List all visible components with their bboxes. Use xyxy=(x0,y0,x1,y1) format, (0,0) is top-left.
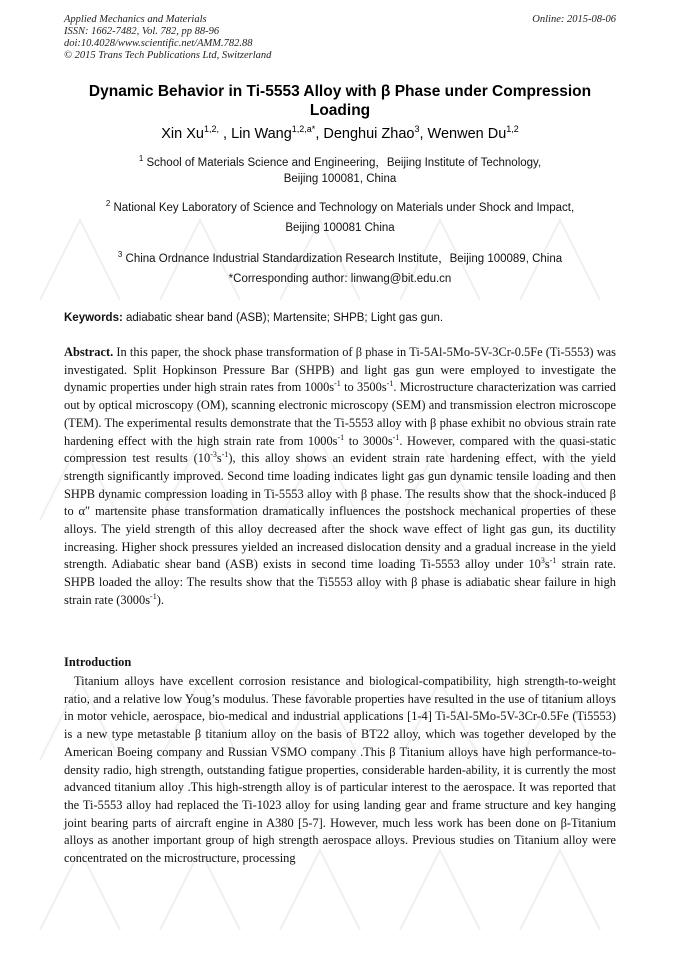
journal-name: Applied Mechanics and Materials xyxy=(64,14,207,25)
keywords-text: adiabatic shear band (ASB); Martensite; SHPB; Light gas gun. xyxy=(122,312,444,324)
introduction-heading: Introduction xyxy=(64,655,132,669)
abstract-text: . Microstructure characterization was carried out by optical microscopy (OM), scanning electronic microscopy (SEM) and transmission electron microscope (TEM). The experimental results demonstrate that the Ti-5553 alloy with β phase exhibit no obvious strain rate hardening effect with the high strain rate from 1000s xyxy=(64,380,617,448)
issn-line: ISSN: 1662-7482, Vol. 782, pp 88-96 xyxy=(64,26,220,37)
author-affiliation-mark: 1,2,a* xyxy=(291,124,316,134)
affiliation-2-city: Beijing 100081 China xyxy=(285,222,395,234)
keywords-label: Keywords: xyxy=(64,312,123,324)
superscript: 3 xyxy=(540,556,545,566)
abstract-text: s xyxy=(544,557,550,572)
author-name: Xin Xu xyxy=(161,125,204,142)
superscript: -1 xyxy=(549,556,557,566)
author-separator: , xyxy=(218,125,232,142)
author-name: Lin Wang xyxy=(231,125,292,142)
superscript: -1 xyxy=(337,432,345,442)
abstract-text: to 3500s xyxy=(340,380,387,395)
author-list xyxy=(64,124,616,142)
abstract-text: In this paper, the shock phase transformation of β phase in Ti-5Al-5Mo-5V-3Cr-0.5Fe (Ti-5553) was investigated. Split Hopkinson Pressure Bar (SHPB) and light gas gun were employed to investigate the dynamic properties under high strain rates from 1000s xyxy=(64,345,616,395)
copyright-line: © 2015 Trans Tech Publications Ltd, Switzerland xyxy=(64,50,272,61)
affiliation-text: China Ordnance Industrial Standardization Research Institute，Beijing 100089, China xyxy=(122,252,563,265)
affiliation-number: 1 xyxy=(138,154,144,163)
superscript: -1 xyxy=(221,450,229,460)
abstract-text: ), this alloy shows an evident strain rate hardening effect, with the yield strength significantly improved. Second time loading indicates light gas gun dynamic tensile loading and then SHPB dynamic compression loading in Ti-5553 alloy with β phase. The results show that the shock-induced β to α″ martensite phase transformation dramatically influences the postshock mechanical properties of these alloys. The yield strength of this alloy decreased after the shock wave effect of light gas gun, its ductility increasing. Higher shock pressures yielded an increased dislocation density and a gradual increase in the yield strength. Adiabatic shear band (ASB) exists in second time loading Ti-5553 alloy under 10 xyxy=(64,451,617,572)
author-separator: , xyxy=(315,125,324,142)
author-separator: , xyxy=(419,125,428,142)
abstract-label: Abstract. xyxy=(64,345,114,359)
affiliation-number: 3 xyxy=(117,250,123,259)
abstract-text: ). xyxy=(156,592,164,607)
superscript: -1 xyxy=(334,379,341,389)
abstract-paragraph xyxy=(64,344,616,610)
superscript: -1 xyxy=(150,591,157,601)
journal-header xyxy=(64,14,616,62)
abstract-text: strain rate. SHPB loaded the alloy: The results show that the Ti5553 alloy with β phase is adiabatic shear failure in high strain rate (3000s xyxy=(64,557,617,607)
affiliation-text: National Key Laboratory of Science and Technology on Materials under Shock and Impact, xyxy=(110,201,575,214)
affiliation-1 xyxy=(64,151,616,171)
author-affiliation-mark: 3 xyxy=(414,124,420,134)
keywords-line xyxy=(64,312,616,324)
author-affiliation-mark: 1,2, xyxy=(203,124,219,134)
author-name: Wenwen Du xyxy=(427,125,507,142)
online-date: Online: 2015-08-06 xyxy=(532,14,616,25)
abstract-text: to 3000s xyxy=(344,433,393,448)
affiliation-1-city: Beijing 100081, China xyxy=(283,173,397,185)
affiliation-number: 2 xyxy=(105,199,111,208)
paper-title: Dynamic Behavior in Ti-5553 Alloy with β Phase under Compression Loading xyxy=(88,83,592,119)
affiliation-text: School of Materials Science and Engineering，Beijing Institute of Technology, xyxy=(143,156,542,169)
superscript: -3 xyxy=(210,450,217,460)
superscript: -1 xyxy=(386,379,394,389)
abstract-text: s xyxy=(216,451,222,466)
introduction-paragraph: Titanium alloys have excellent corrosion resistance and biological-compatibility, high strength-to-weight ratio, and a relative low Youg’s modulus. These favorable properties have resulted in the use of titanium alloys in motor vehicle, aerospace, bio-medical and industrial applications [1-4] Ti-5Al-5Mo-5V-3Cr-0.5Fe (Ti5553) is a new type metastable β titanium alloy on the basis of BT22 alloy, which was together developed by the American Boeing company and Russian VSMO company .This β Titanium alloys have high performance-to-density radio, high strength, outstanding fatigue properties, considerable harden-ability, it is currently the most advanced titanium alloy .This high-strength alloy is of particular interest to the aerospace. It was reported that the Ti-5553 alloy had replaced the Ti-1023 alloy for using landing gear and frame structure and key hanging joint bearing parts of aircraft engine in A380 [5-7]. However, much less work has been done on β-Titanium alloys as another important group of high strength aerospace alloys. Previous studies on Titanium alloy were concentrated on the microstructure, processing xyxy=(64,674,616,866)
affiliation-3 xyxy=(64,247,616,267)
author-affiliation-mark: 1,2 xyxy=(506,124,519,134)
superscript: -1 xyxy=(392,432,400,442)
affiliation-2 xyxy=(64,196,616,216)
author-name: Denghui Zhao xyxy=(323,125,415,142)
corresponding-author: *Corresponding author: linwang@bit.edu.cn xyxy=(228,273,452,285)
abstract-text: . However, compared with the quasi-static compression test results (10 xyxy=(64,433,617,466)
doi-line: doi:10.4028/www.scientific.net/AMM.782.88 xyxy=(64,38,253,49)
